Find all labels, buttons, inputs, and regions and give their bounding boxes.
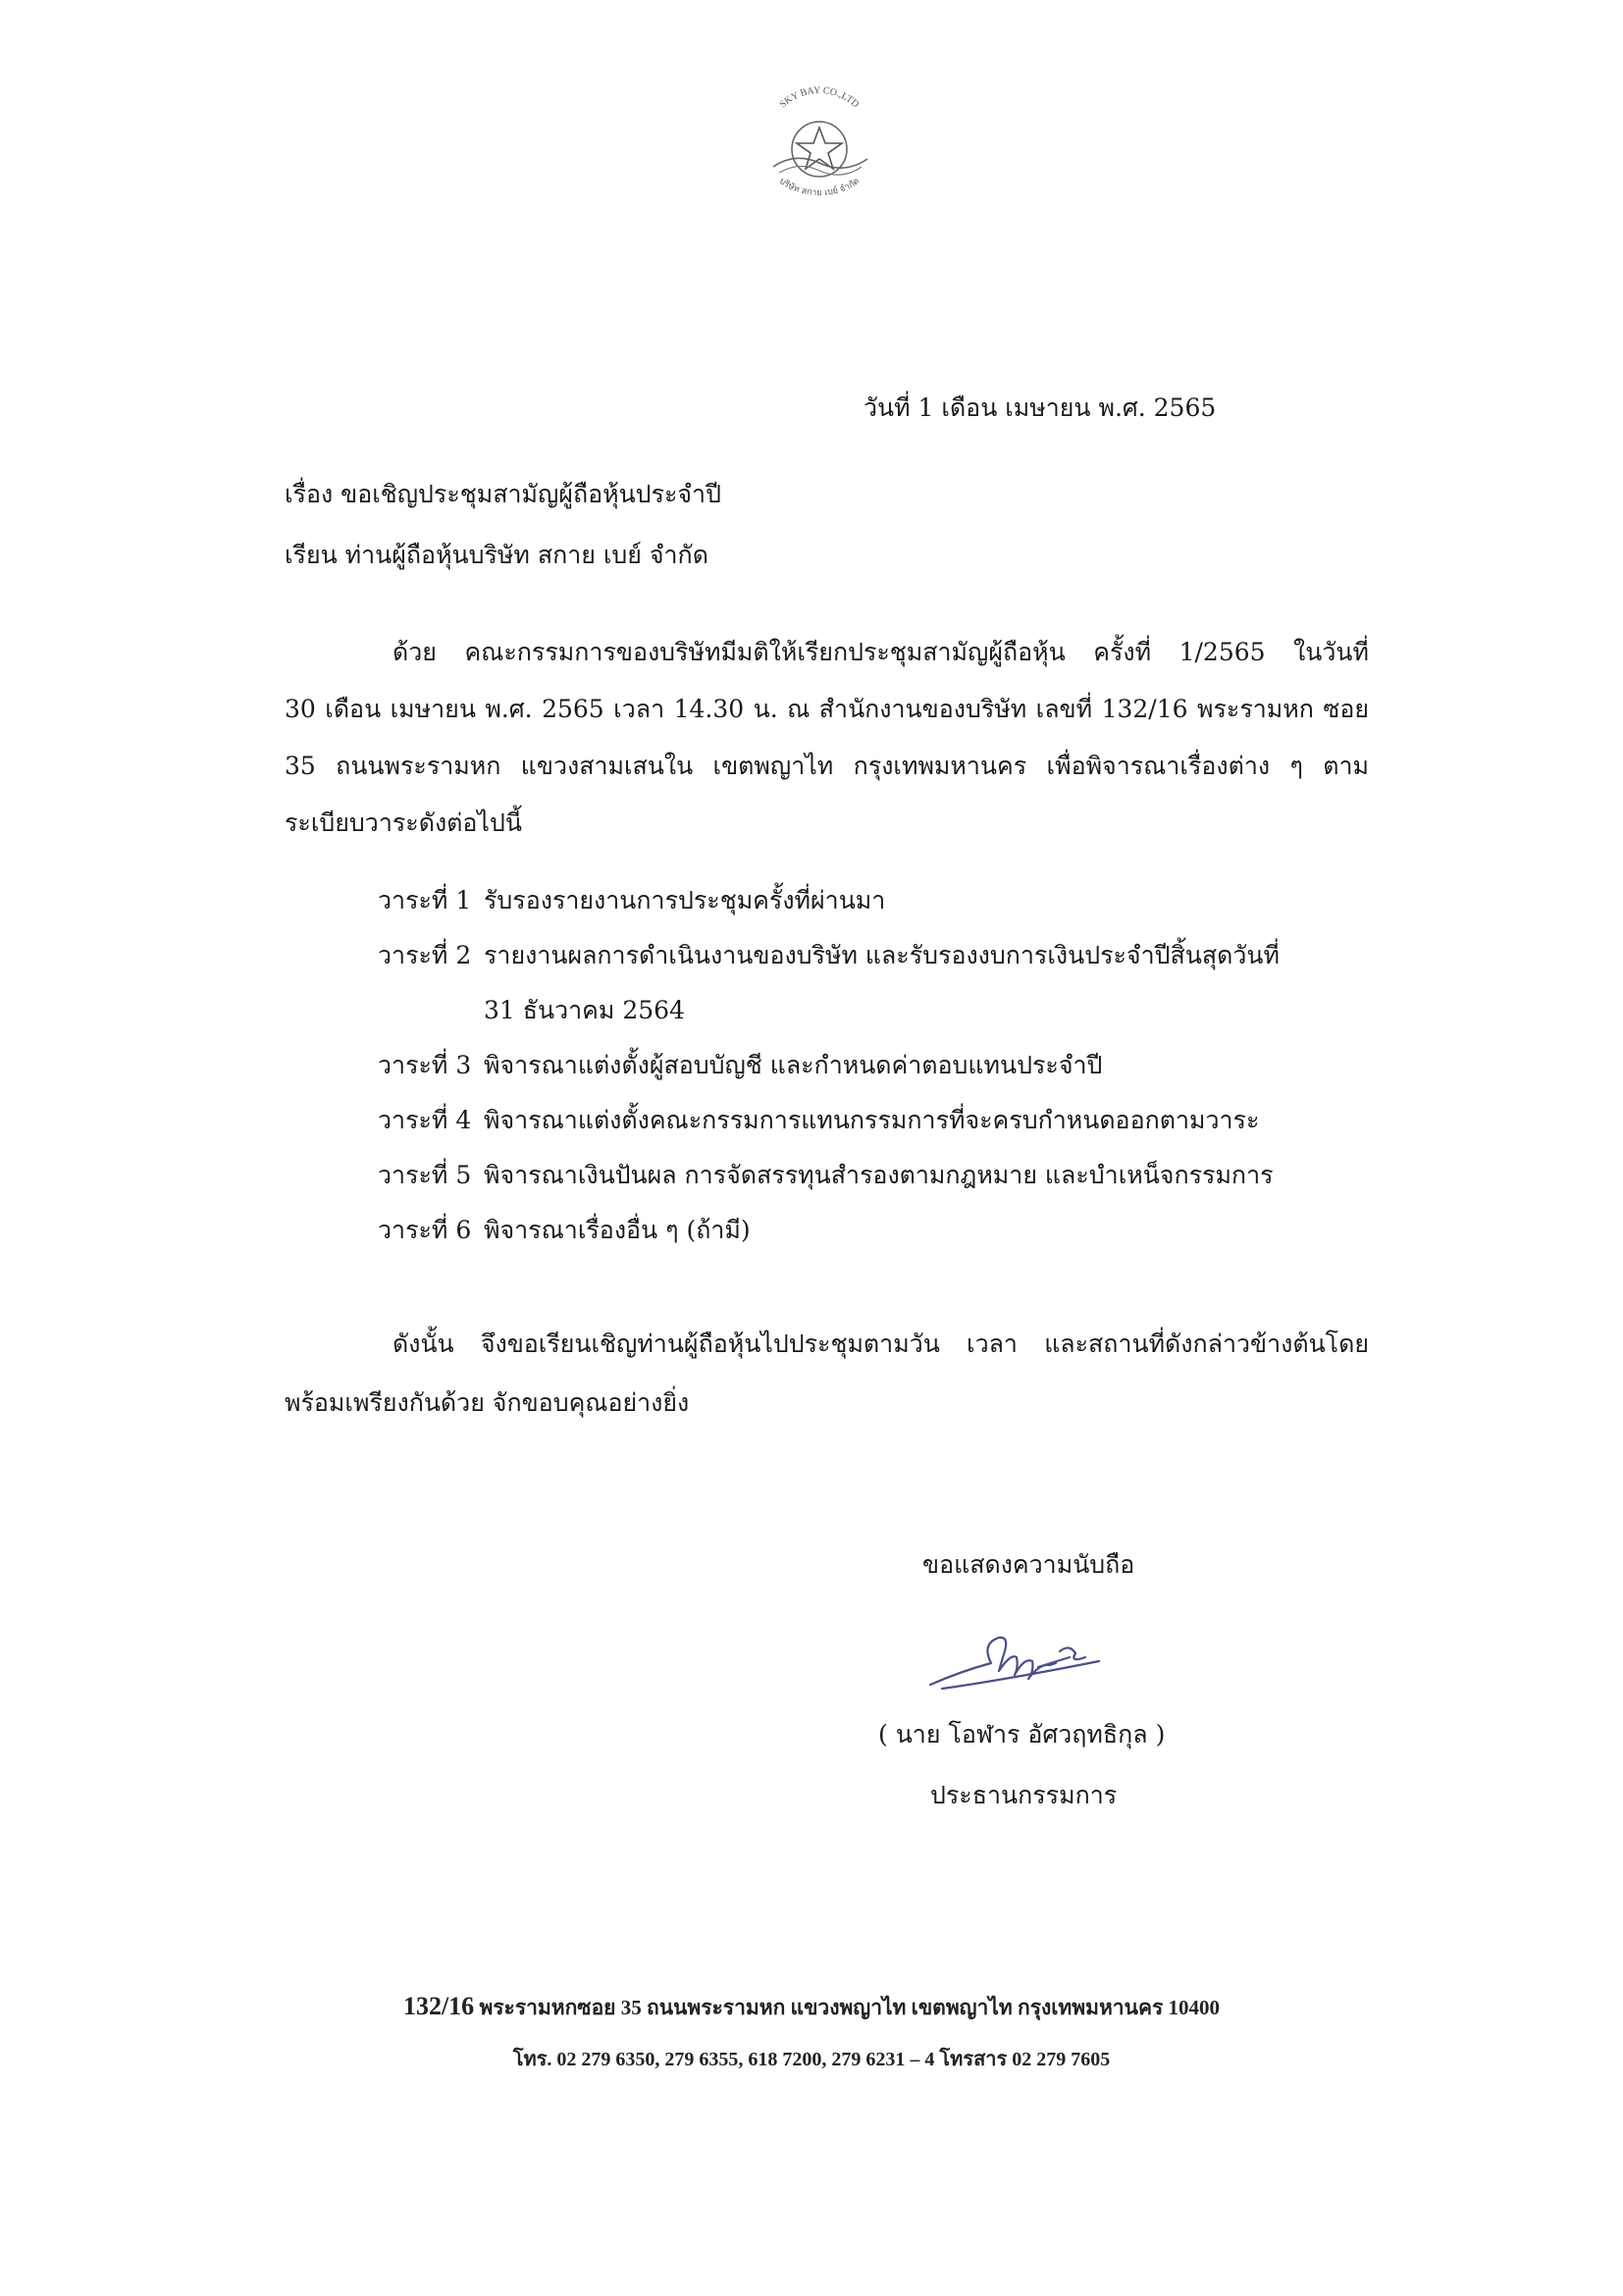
handwritten-signature-icon xyxy=(922,1624,1119,1702)
agenda-label: วาระที่ 2 xyxy=(378,941,472,969)
agenda-item xyxy=(378,1148,1369,1203)
agenda-item xyxy=(378,928,1369,983)
signer-name: ( นาย โอฬาร อัศวฤทธิกุล ) xyxy=(878,1720,1166,1748)
intro-line: 35 ถนนพระรามหก แขวงสามเสนใน เขตพญาไท กรุงเทพมหานคร เพื่อพิจารณาเรื่องต่าง ๆ ตาม xyxy=(285,752,1369,780)
agenda-label: วาระที่ 3 xyxy=(378,1051,472,1079)
logo-text-top: SKY BAY CO.,LTD xyxy=(777,84,862,111)
letter-recipient: เรียน ท่านผู้ถือหุ้นบริษัท สกาย เบย์ จำกัด xyxy=(285,541,708,569)
agenda-item xyxy=(378,1038,1369,1093)
agenda-text: พิจารณาแต่งตั้งคณะกรรมการแทนกรรมการที่จะครบกำหนดออกตามวาระ xyxy=(484,1106,1260,1134)
logo-text-bottom: บริษัท สกาย เบย์ จำกัด xyxy=(776,176,863,199)
agenda-text: พิจารณาเงินปันผล การจัดสรรทุนสำรองตามกฎหมาย และบำเหน็จกรรมการ xyxy=(484,1161,1274,1189)
closing-paragraph xyxy=(285,1315,1369,1433)
company-logo xyxy=(746,69,893,216)
closing-regards: ขอแสดงความนับถือ xyxy=(922,1550,1135,1579)
letter-date: วันที่ 1 เดือน เมษายน พ.ศ. 2565 xyxy=(864,393,1217,422)
agenda-text-continuation: 31 ธันวาคม 2564 xyxy=(484,996,685,1024)
agenda-list xyxy=(378,873,1369,1258)
letter-subject: เรื่อง ขอเชิญประชุมสามัญผู้ถือหุ้นประจำปี xyxy=(285,480,721,508)
intro-line: ระเบียบวาระดังต่อไปนี้ xyxy=(285,809,522,837)
agenda-item xyxy=(378,1203,1369,1258)
intro-line: ด้วย คณะกรรมการของบริษัทมีมติให้เรียกประชุมสามัญผู้ถือหุ้น ครั้งที่ 1/2565 ในวันที่ xyxy=(393,638,1369,666)
signer-title: ประธานกรรมการ xyxy=(930,1781,1118,1809)
agenda-item xyxy=(378,873,1369,928)
closing-line: พร้อมเพรียงกันด้วย จักขอบคุณอย่างยิ่ง xyxy=(285,1388,690,1417)
agenda-label: วาระที่ 5 xyxy=(378,1161,472,1189)
agenda-label: วาระที่ 4 xyxy=(378,1106,472,1134)
agenda-text: พิจารณาแต่งตั้งผู้สอบบัญชี และกำหนดค่าตอบแทนประจำปี xyxy=(484,1051,1103,1079)
star-emblem-icon xyxy=(746,69,893,216)
intro-paragraph xyxy=(285,624,1369,852)
closing-line: ดังนั้น จึงขอเรียนเชิญท่านผู้ถือหุ้นไปประชุมตามวัน เวลา และสถานที่ดังกล่าวข้างต้นโดย xyxy=(393,1330,1369,1358)
footer-phone: โทร. 02 279 6350, 279 6355, 618 7200, 279 6231 – 4 โทรสาร 02 279 7605 xyxy=(512,2049,1111,2070)
agenda-text: รับรองรายงานการประชุมครั้งที่ผ่านมา xyxy=(484,886,886,914)
agenda-text: รายงานผลการดำเนินงานของบริษัท และรับรองงบการเงินประจำปีสิ้นสุดวันที่ xyxy=(484,941,1280,969)
agenda-item xyxy=(378,1093,1369,1148)
footer-address xyxy=(0,1992,1623,2024)
agenda-text: พิจารณาเรื่องอื่น ๆ (ถ้ามี) xyxy=(484,1216,751,1244)
agenda-label: วาระที่ 1 xyxy=(378,886,472,914)
intro-line: 30 เดือน เมษายน พ.ศ. 2565 เวลา 14.30 น. ณ สำนักงานของบริษัท เลขที่ 132/16 พระรามหก ซอย xyxy=(285,695,1369,723)
footer-address-text: พระรามหกซอย 35 ถนนพระรามหก แขวงพญาไท เขตพญาไท กรุงเทพมหานคร 10400 xyxy=(474,1996,1221,2019)
footer-address-number: 132/16 xyxy=(402,1992,475,2020)
agenda-label: วาระที่ 6 xyxy=(378,1216,472,1244)
